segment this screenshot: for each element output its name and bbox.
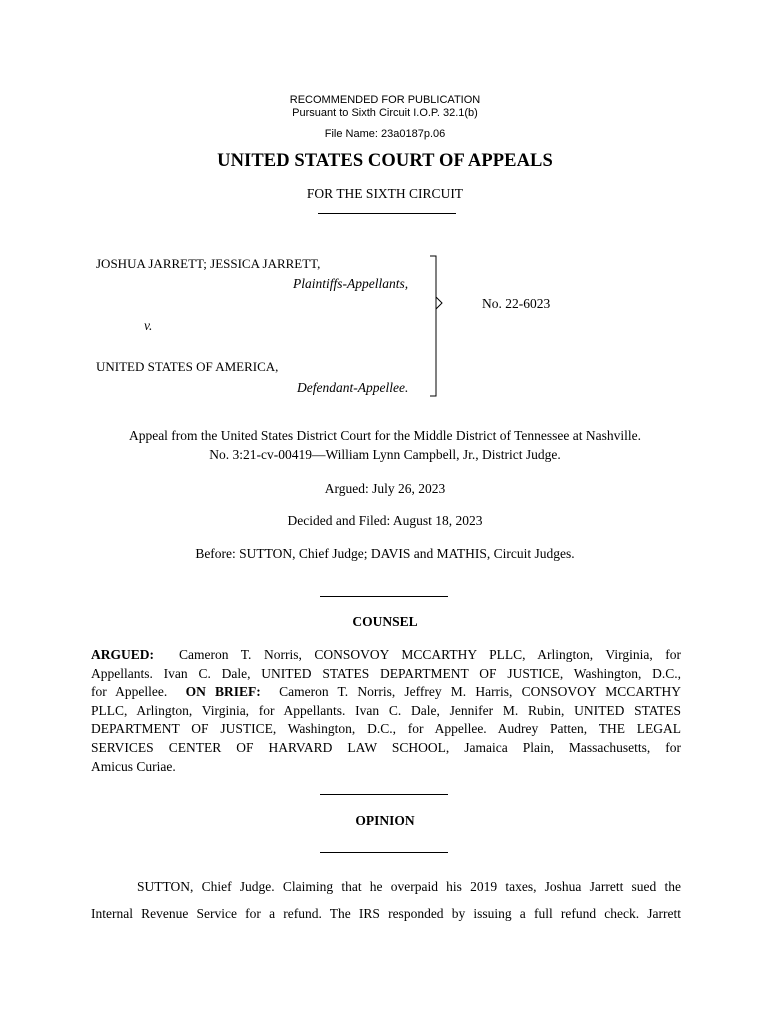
defendant-name: UNITED STATES OF AMERICA,	[96, 359, 279, 374]
file-name: File Name: 23a0187p.06	[324, 128, 446, 140]
opinion-text-line: Internal Revenue Service for a refund. The IRS responded by issuing a full refund check. Jarrett	[91, 906, 681, 921]
counsel-divider	[320, 596, 448, 597]
versus: v.	[144, 318, 153, 333]
counsel-line: PLLC, Arlington, Virginia, for Appellants. Ivan C. Dale, Jennifer M. Rubin, UNITED STATES	[91, 702, 681, 718]
district-case: No. 3:21-cv-00419—William Lynn Campbell, Jr., District Judge.	[209, 447, 561, 462]
caption-bracket	[424, 253, 448, 403]
opinion-text-line: SUTTON, Chief Judge. Claiming that he overpaid his 2019 taxes, Joshua Jarrett sued the	[137, 879, 681, 894]
counsel-line: ARGUED: Cameron T. Norris, CONSOVOY MCCARTHY PLLC, Arlington, Virginia, for	[91, 647, 681, 662]
argued-label: ARGUED:	[91, 647, 154, 662]
defendant-role: Defendant-Appellee.	[297, 380, 409, 395]
pursuant-rule: Pursuant to Sixth Circuit I.O.P. 32.1(b)	[292, 107, 478, 119]
decided-date: Decided and Filed: August 18, 2023	[287, 513, 483, 528]
counsel-line: DEPARTMENT OF JUSTICE, Washington, D.C., for Appellee. Audrey Patten, THE LEGAL	[91, 721, 681, 737]
appeal-origin: Appeal from the United States District Court for the Middle District of Tennessee at Nashville.	[128, 428, 642, 443]
opinion-divider-bottom	[320, 852, 448, 853]
circuit-name: FOR THE SIXTH CIRCUIT	[306, 186, 464, 201]
publication-status: RECOMMENDED FOR PUBLICATION	[289, 94, 481, 106]
counsel-line: Amicus Curiae.	[91, 758, 176, 774]
counsel-heading: COUNSEL	[352, 614, 418, 629]
counsel-paragraph	[91, 646, 681, 776]
argued-date: Argued: July 26, 2023	[324, 481, 446, 496]
plaintiffs-role: Plaintiffs-Appellants,	[293, 276, 409, 291]
plaintiffs-name: JOSHUA JARRETT; JESSICA JARRETT,	[96, 256, 321, 271]
court-title: UNITED STATES COURT OF APPEALS	[217, 151, 553, 171]
counsel-line: SERVICES CENTER OF HARVARD LAW SCHOOL, Jamaica Plain, Massachusetts, for	[91, 739, 681, 755]
case-number: No. 22-6023	[482, 296, 551, 311]
counsel-line: Appellants. Ivan C. Dale, UNITED STATES DEPARTMENT OF JUSTICE, Washington, D.C.,	[91, 665, 681, 681]
title-divider	[318, 213, 456, 214]
on-brief-label: ON BRIEF:	[185, 684, 261, 700]
opinion-heading: OPINION	[355, 813, 415, 828]
panel-judges: Before: SUTTON, Chief Judge; DAVIS and MATHIS, Circuit Judges.	[195, 546, 575, 561]
counsel-line: for Appellee. ON BRIEF: Cameron T. Norris, Jeffrey M. Harris, CONSOVOY MCCARTHY	[91, 684, 681, 700]
opinion-divider-top	[320, 794, 448, 795]
